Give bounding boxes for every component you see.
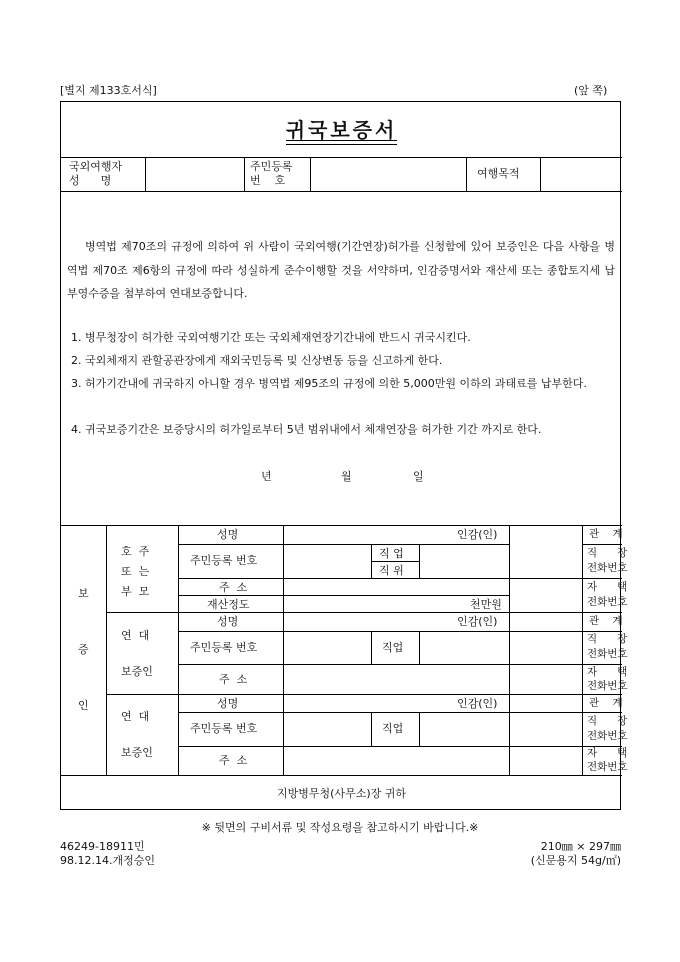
reference-note: ※ 뒷면의 구비서류 및 작성요령을 참고하시기 바랍니다.※ xyxy=(201,821,479,834)
travel-purpose-label: 여행목적 xyxy=(477,167,520,180)
g3-role-line-1: 연 대 xyxy=(121,710,150,723)
title-underline xyxy=(286,140,397,145)
g1-id-label: 주민등록 번호 xyxy=(190,554,258,567)
condition-item-3: 3. 허가기간내에 귀국하지 아니할 경우 병역법 제95조의 규정에 의한 5,000만원 이하의 과태료를 납부한다. xyxy=(71,377,587,390)
divider xyxy=(61,525,622,526)
g1-home-label: 자 택 xyxy=(587,581,628,593)
approval-date: 98.12.14.개정승인 xyxy=(60,854,155,867)
g2-name-label: 성명 xyxy=(217,615,239,628)
g2-id-label: 주민등록 번호 xyxy=(190,641,258,654)
g3-home-phone-label: 전화번호 xyxy=(587,761,628,773)
form-code: 46249-18911민 xyxy=(60,840,145,853)
g2-relation-label: 관 계 xyxy=(589,615,623,627)
g2-role-line-2: 보증인 xyxy=(121,665,153,678)
g3-id-label: 주민등록 번호 xyxy=(190,722,258,735)
g1-relation-label: 관 계 xyxy=(589,528,623,540)
g3-name-label: 성명 xyxy=(217,697,239,710)
date-day: 일 xyxy=(413,470,424,483)
g3-seal-label: 인감(인) xyxy=(457,697,498,710)
g2-home-label: 자 택 xyxy=(587,666,628,678)
g1-seal-label: 인감(인) xyxy=(457,528,498,541)
g2-seal-label: 인감(인) xyxy=(457,615,498,628)
condition-item-4: 4. 귀국보증기간은 보증당시의 허가일로부터 5년 범위내에서 체재연장을 허가한 기간 까지로 한다. xyxy=(71,423,542,436)
g1-address-label: 주 소 xyxy=(219,581,248,594)
g2-work-phone-label: 전화번호 xyxy=(587,648,628,660)
g1-work-label: 직 장 xyxy=(587,547,628,559)
g3-address-label: 주 소 xyxy=(219,754,248,767)
traveler-name-label: 국외여행자 xyxy=(69,160,123,173)
g3-work-label: 직 장 xyxy=(587,715,628,727)
page-side-label: (앞 쪽) xyxy=(574,84,608,97)
g2-home-phone-label: 전화번호 xyxy=(587,680,628,692)
g3-work-phone-label: 전화번호 xyxy=(587,730,628,742)
g2-occupation-label: 직업 xyxy=(382,641,404,654)
guarantee-form xyxy=(60,101,628,810)
g1-position-label: 직 위 xyxy=(379,564,404,577)
g1-home-phone-label: 전화번호 xyxy=(587,596,628,608)
paper-size: 210㎜ × 297㎜ xyxy=(540,840,621,853)
paper-type: (신문용지 54g/㎡) xyxy=(530,854,621,867)
g2-role-line-1: 연 대 xyxy=(121,629,150,642)
g1-occupation-label: 직 업 xyxy=(379,547,404,560)
guarantor-side-char-2: 증 xyxy=(78,643,89,656)
guarantor-side-char-1: 보 xyxy=(78,587,89,600)
g3-occupation-label: 직업 xyxy=(382,722,404,735)
traveler-name-label-2: 성 명 xyxy=(69,174,112,187)
date-year: 년 xyxy=(261,470,272,483)
form-number: [별지 제133호서식] xyxy=(60,84,157,97)
guarantee-statement: 병역법 제70조의 규정에 의하여 위 사람이 국외여행(기간연장)허가를 신청함에 있어 보증인은 다음 사항을 병역법 제70조 제6항의 규정에 따라 성실하게 준수이행할 것을 서약하며, 인감증명서와 재산세 또는 종합토지세 납부영수증을 첨부하여 연대보증합니다. xyxy=(67,240,615,300)
condition-item-2: 2. 국외체재지 관할공관장에게 재외국민등록 및 신상변동 등을 신고하게 한다. xyxy=(71,354,443,367)
g1-property-unit: 천만원 xyxy=(470,598,502,611)
divider xyxy=(61,191,622,192)
document-title: 귀국보증서 xyxy=(285,118,398,142)
date-month: 월 xyxy=(341,470,352,483)
g3-relation-label: 관 계 xyxy=(589,697,623,709)
traveler-id-label: 주민등록 xyxy=(250,160,293,173)
g2-address-label: 주 소 xyxy=(219,673,248,686)
g1-role-line-3: 부 모 xyxy=(121,585,150,598)
condition-item-1: 1. 병무청장이 허가한 국외여행기간 또는 국외체재연장기간내에 반드시 귀국시킨다. xyxy=(71,331,471,344)
g1-role-line-2: 또 는 xyxy=(121,565,150,578)
guarantor-side-char-3: 인 xyxy=(78,699,89,712)
g1-role-line-1: 호 주 xyxy=(121,545,150,558)
traveler-id-label-2: 번 호 xyxy=(250,174,286,187)
g3-home-label: 자 택 xyxy=(587,747,628,759)
g1-property-label: 재산정도 xyxy=(207,598,250,611)
g1-name-label: 성명 xyxy=(217,528,239,541)
g3-role-line-2: 보증인 xyxy=(121,746,153,759)
g2-work-label: 직 장 xyxy=(587,633,628,645)
g1-work-phone-label: 전화번호 xyxy=(587,562,628,574)
recipient-line: 지방병무청(사무소)장 귀하 xyxy=(277,787,406,800)
